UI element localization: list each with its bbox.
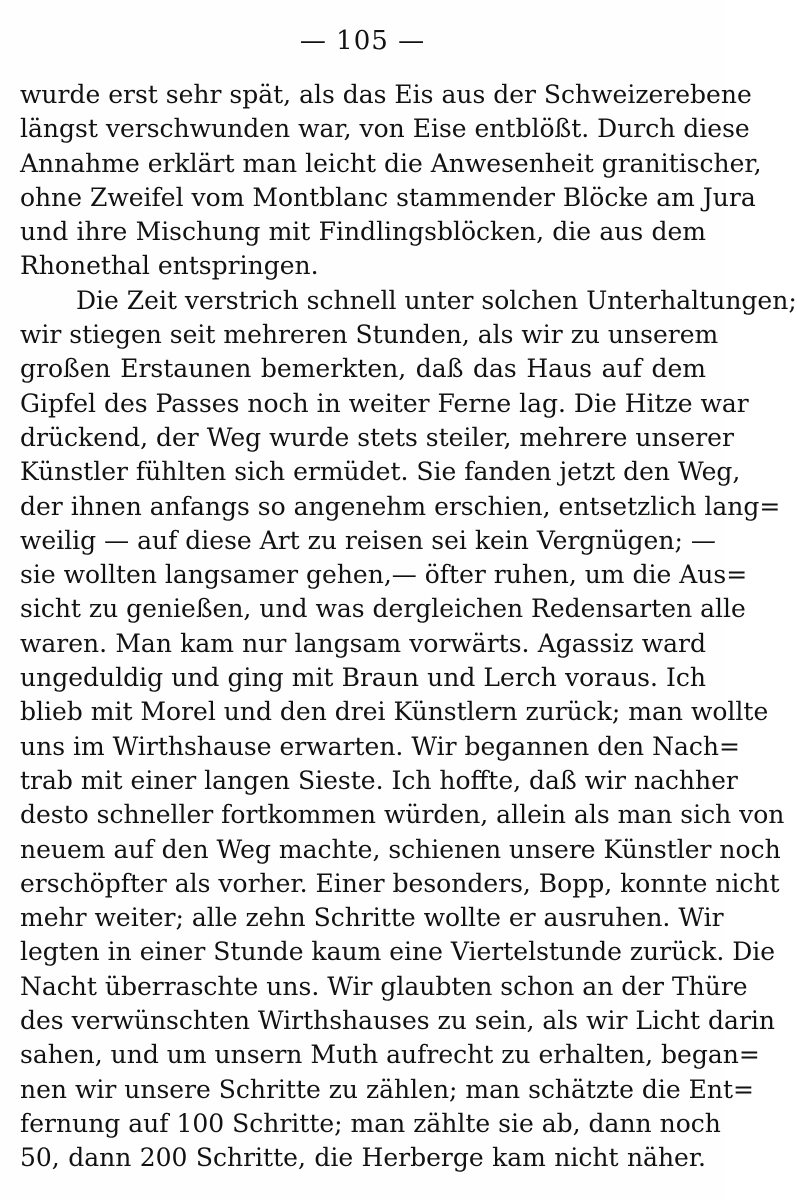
body-text: [20, 78, 797, 1176]
text-line: großen Erstaunen bemerkten, daß das Haus auf dem: [20, 354, 706, 384]
text-line: mehr weiter; alle zehn Schritte wollte er ausruhen. Wir: [20, 903, 724, 933]
text-line: wurde erst sehr spät, als das Eis aus der Schweizerebene: [20, 80, 752, 109]
text-line: sahen, und um unsern Muth aufrecht zu erhalten, began=: [20, 1040, 760, 1070]
text-line: sie wollten langsamer gehen,— öfter ruhen, um die Aus=: [20, 560, 748, 590]
paragraph-end-line: Rhonethal entspringen.: [20, 251, 319, 281]
text-line: nen wir unsere Schritte zu zählen; man schätzte die Ent=: [20, 1074, 755, 1104]
text-line: ohne Zweifel vom Montblanc stammender Blöcke am Jura: [20, 182, 756, 212]
text-line: legten in einer Stunde kaum eine Viertelstunde zurück. Die: [20, 937, 776, 967]
text-line: erschöpfter als vorher. Einer besonders, Bopp, konnte nicht: [20, 868, 780, 898]
paragraph-start-line: Die Zeit verstrich schnell unter solchen Unterhaltungen;: [76, 285, 797, 315]
text-line: Annahme erklärt man leicht die Anwesenheit granitischer,: [20, 148, 762, 178]
text-line: Nacht überraschte uns. Wir glaubten schon an der Thüre: [20, 971, 748, 1001]
text-line: uns im Wirthshause erwarten. Wir begannen den Nach=: [20, 731, 740, 761]
text-line: der ihnen anfangs so angenehm erschien, entsetzlich lang=: [20, 491, 781, 521]
text-line: trab mit einer langen Sieste. Ich hoffte, daß wir nachher: [20, 765, 738, 795]
text-line: blieb mit Morel und den drei Künstlern zurück; man wollte: [20, 697, 769, 727]
text-line: des verwünschten Wirthshauses zu sein, als wir Licht darin: [20, 1006, 776, 1036]
text-line: neuem auf den Weg machte, schienen unsere Künstler noch: [20, 834, 781, 864]
text-line: fernung auf 100 Schritte; man zählte sie ab, dann noch: [20, 1108, 721, 1138]
text-line: wir stiegen seit mehreren Stunden, als wir zu unserem: [20, 320, 719, 350]
page-number: — 105 —: [299, 26, 426, 56]
text-line: Gipfel des Passes noch in weiter Ferne lag. Die Hitze war: [20, 388, 749, 418]
text-line: drückend, der Weg wurde stets steiler, mehrere unserer: [20, 422, 734, 452]
text-line: desto schneller fortkommen würden, allein als man sich von: [20, 800, 785, 830]
text-line: ungeduldig und ging mit Braun und Lerch voraus. Ich: [20, 663, 706, 693]
text-line: 50, dann 200 Schritte, die Herberge kam nicht näher.: [20, 1143, 706, 1173]
text-line: sicht zu genießen, und was dergleichen Redensarten alle: [20, 594, 746, 624]
text-line: waren. Man kam nur langsam vorwärts. Agassiz ward: [20, 628, 706, 658]
text-line: längst verschwunden war, von Eise entblößt. Durch diese: [20, 114, 750, 144]
text-line: weilig — auf diese Art zu reisen sei kein Vergnügen; —: [20, 525, 716, 555]
text-line: und ihre Mischung mit Findlingsblöcken, die aus dem: [20, 217, 706, 247]
text-line: Künstler fühlten sich ermüdet. Sie fanden jetzt den Weg,: [20, 457, 741, 487]
